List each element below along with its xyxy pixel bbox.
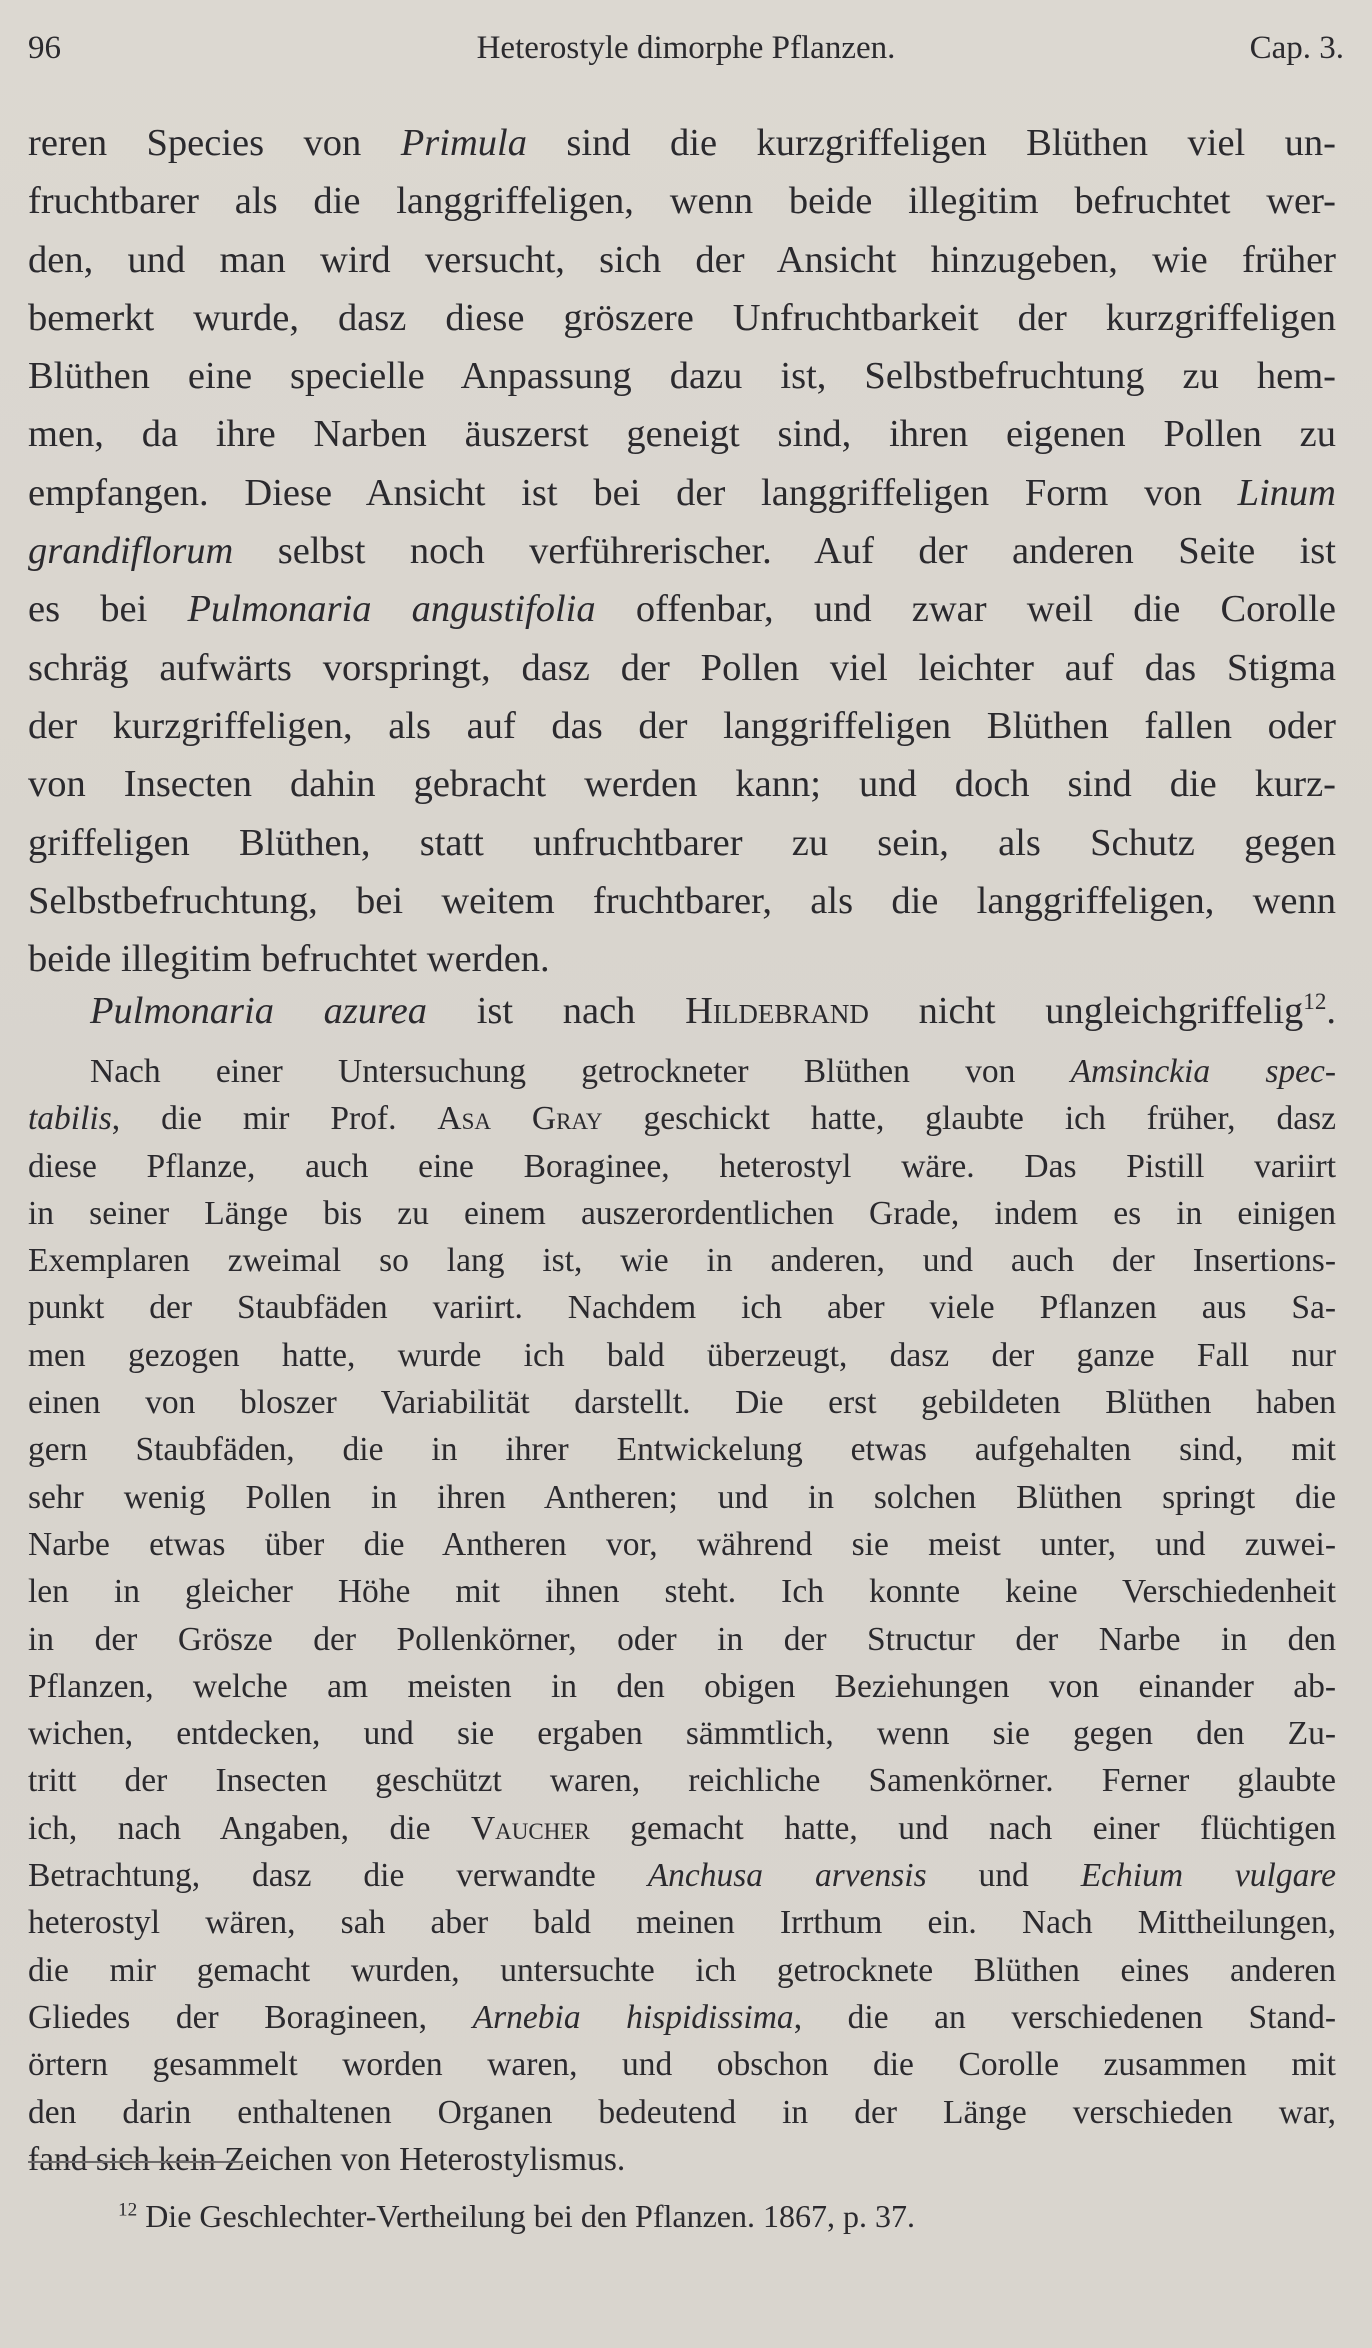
page-number: 96 [28, 30, 61, 66]
text-line: bemerkt wurde, dasz diese gröszere Unfruchtbarkeit der kurzgriffeligen [28, 296, 1336, 339]
text-line: sehr wenig Pollen in ihren Antheren; und in solchen Blüthen springt die [28, 1478, 1336, 1516]
paragraph-amsinckia-boragineae [28, 1048, 1336, 2183]
text-line: Narbe etwas über die Antheren vor, während sie meist unter, und zuwei- [28, 1525, 1336, 1563]
text-line: punkt der Staubfäden variirt. Nachdem ich aber viele Pflanzen aus Sa- [28, 1289, 1336, 1327]
text-span: ist nach [476, 990, 636, 1032]
text-line: in seiner Länge bis zu einem auszerordentlichen Grade, indem es in einigen [28, 1194, 1336, 1232]
footnote-divider [28, 2161, 243, 2163]
footnote-text: Die Geschlechter-Vertheilung bei den Pflanzen. 1867, p. 37. [145, 2198, 915, 2234]
text-line: len in gleicher Höhe mit ihnen steht. Ich konnte keine Verschiedenheit [28, 1573, 1336, 1611]
text-line: der kurzgriffeligen, als auf das der langgriffeligen Blüthen fallen oder [28, 704, 1336, 747]
chapter-label: Cap. 3. [1249, 30, 1344, 66]
footnote-number: 12 [118, 2199, 138, 2221]
text-span: nicht ungleichgriffelig [918, 990, 1304, 1032]
text-line: men, da ihre Narben äuszerst geneigt sind, ihren eigenen Pollen zu [28, 413, 1336, 456]
text-line: schräg aufwärts vorspringt, dasz der Pollen viel leichter auf das Stigma [28, 646, 1336, 689]
running-title: Heterostyle dimorphe Pflanzen. [476, 30, 896, 66]
text-line: wichen, entdecken, und sie ergaben sämmtlich, wenn sie gegen den Zu- [28, 1715, 1336, 1753]
text-line: griffeligen Blüthen, statt unfruchtbarer zu sein, als Schutz gegen [28, 821, 1336, 864]
text-line: empfangen. Diese Ansicht ist bei der langgriffeligen Form von Linum [28, 471, 1336, 514]
text-line: einen von bloszer Variabilität darstellt. Die erst gebildeten Blüthen haben [28, 1384, 1336, 1422]
text-line: den darin enthaltenen Organen bedeutend in der Länge verschieden war, [28, 2093, 1336, 2131]
text-line: Pflanzen, welche am meisten in den obigen Beziehungen von einander ab- [28, 1667, 1336, 1705]
text-line: reren Species von Primula sind die kurzgriffeligen Blüthen viel un- [28, 122, 1336, 164]
text-line: grandiflorum selbst noch verführerischer. Auf der anderen Seite ist [28, 530, 1336, 573]
text-line: fruchtbarer als die langgriffeligen, wenn beide illegitim befruchtet wer- [28, 180, 1336, 223]
text-line: tritt der Insecten geschützt waren, reichliche Samenkörner. Ferner glaubte [28, 1762, 1336, 1800]
text-line: Selbstbefruchtung, bei weitem fruchtbarer, als die langgriffeligen, wenn [28, 879, 1336, 922]
text-line: Gliedes der Boragineen, Arnebia hispidissima, die an verschiedenen Stand- [28, 1998, 1336, 2036]
footnote [118, 2192, 915, 2240]
text-line: von Insecten dahin gebracht werden kann; und doch sind die kurz- [28, 763, 1336, 806]
paragraph-primula-linum-pulmonaria [28, 114, 1336, 988]
species-name: Pulmonaria azurea [90, 990, 428, 1032]
text-line: ich, nach Angaben, die Vaucher gemacht hatte, und nach einer flüchtigen [28, 1809, 1336, 1847]
paragraph-pulmonaria-azurea [28, 982, 1336, 1040]
text-line: die mir gemacht wurden, untersuchte ich getrocknete Blüthen eines anderen [28, 1951, 1336, 1989]
text-line: men gezogen hatte, wurde ich bald überzeugt, dasz der ganze Fall nur [28, 1336, 1336, 1374]
text-line: Blüthen eine specielle Anpassung dazu ist, Selbstbefruchtung zu hem- [28, 355, 1336, 398]
text-line: gern Staubfäden, die in ihrer Entwickelung etwas aufgehalten sind, mit [28, 1431, 1336, 1469]
text-line: diese Pflanze, auch eine Boraginee, heterostyl wäre. Das Pistill variirt [28, 1147, 1336, 1185]
text-line: Betrachtung, dasz die verwandte Anchusa arvensis und Echium vulgare [28, 1857, 1337, 1895]
text-line: Nach einer Untersuchung getrockneter Blüthen von Amsinckia spec- [90, 1053, 1336, 1090]
author-name: Hildebrand [685, 990, 869, 1032]
text-line: örtern gesammelt worden waren, und obschon die Corolle zusammen mit [28, 2046, 1336, 2084]
text-line: tabilis, die mir Prof. Asa Gray geschickt hatte, glaubte ich früher, dasz [28, 1100, 1336, 1138]
footnote-ref: 12 [1303, 988, 1327, 1015]
text-span: . [1326, 990, 1337, 1032]
text-line: heterostyl wären, sah aber bald meinen Irrthum ein. Nach Mittheilungen, [28, 1904, 1336, 1942]
text-line: den, und man wird versucht, sich der Ansicht hinzugeben, wie früher [28, 238, 1336, 281]
page-header [28, 18, 1344, 78]
text-line: Exemplaren zweimal so lang ist, wie in anderen, und auch der Insertions- [28, 1242, 1336, 1280]
text-line: in der Grösze der Pollenkörner, oder in der Structur der Narbe in den [28, 1620, 1336, 1658]
text-line: fand sich kein Zeichen von Heterostylismus. [28, 2140, 626, 2178]
text-line: beide illegitim befruchtet werden. [28, 938, 550, 981]
text-line: es bei Pulmonaria angustifolia offenbar, und zwar weil die Corolle [28, 588, 1336, 631]
